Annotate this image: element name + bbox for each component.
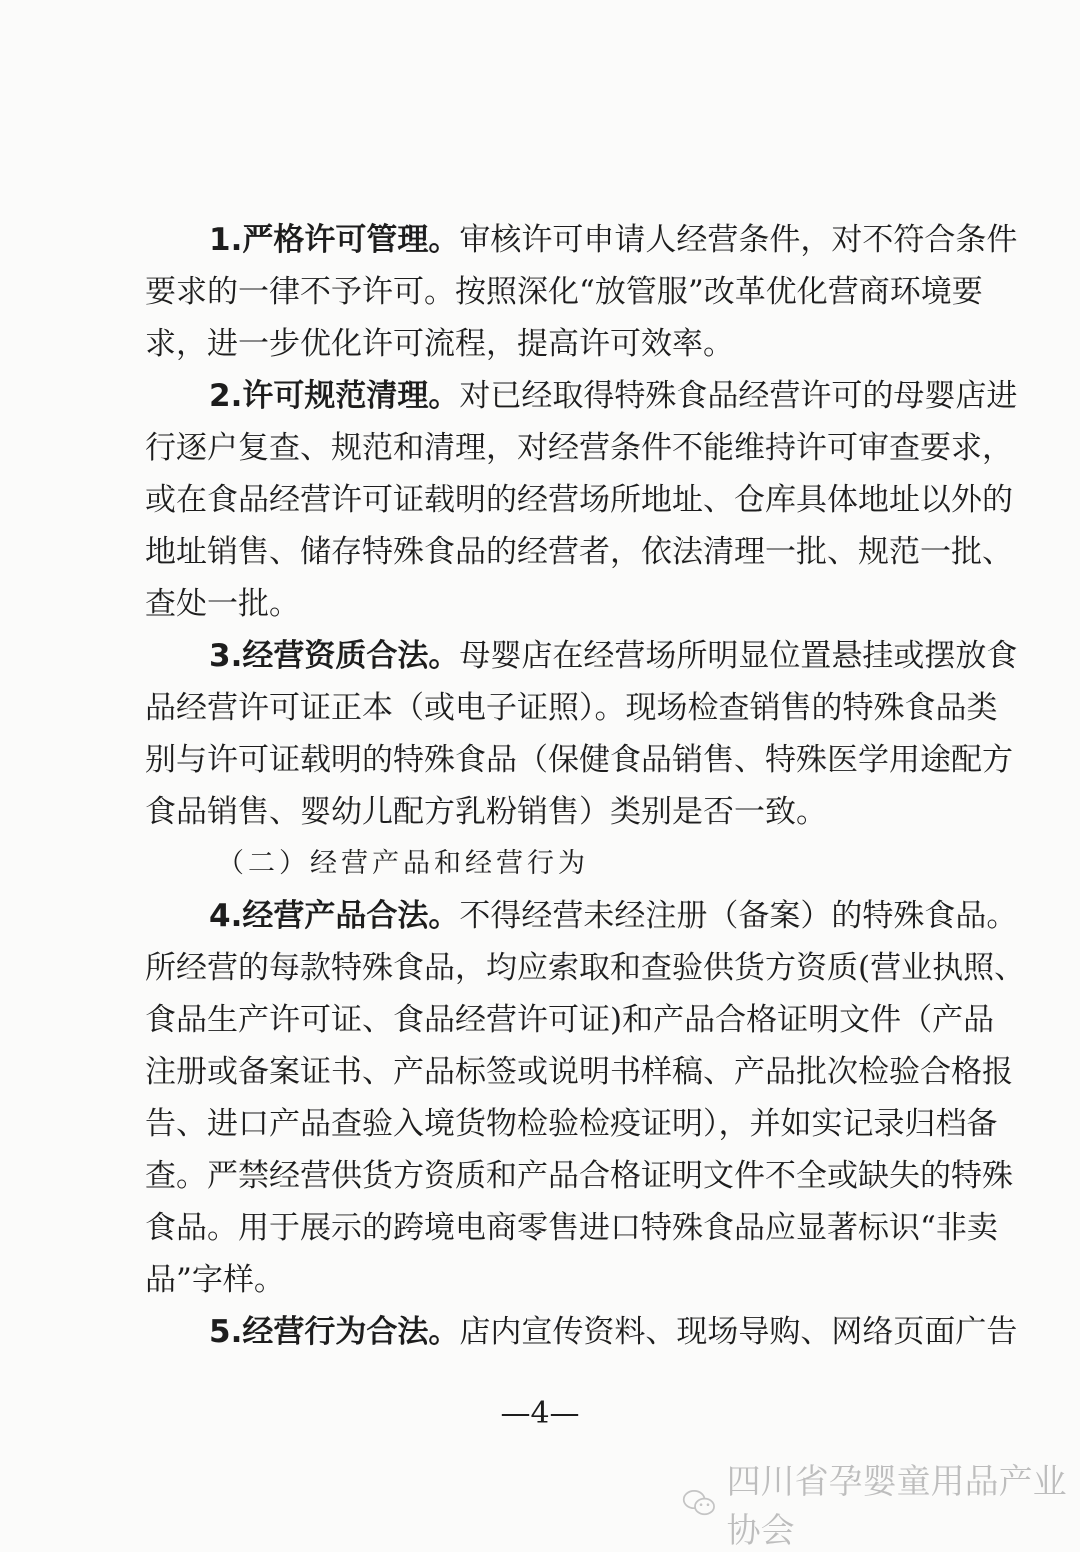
paragraph-line: [145, 786, 945, 838]
page-number: —4—: [500, 1396, 580, 1431]
wechat-icon: [682, 1486, 717, 1520]
paragraph-line: [145, 1150, 1013, 1202]
line-text: 不得经营未经注册（备案）的特殊食品。: [459, 898, 1018, 934]
paragraph-line: [145, 630, 1018, 682]
paragraph-line: [145, 890, 1018, 942]
line-text: 食品生产许可证、食品经营许可证)和产品合格证明文件（产品: [145, 1002, 995, 1038]
line-text: 品”字样。: [145, 1262, 285, 1298]
paragraph-line: [145, 474, 1013, 526]
line-text: 注册或备案证书、产品标签或说明书样稿、产品批次检验合格报: [145, 1054, 1013, 1090]
line-text: 食品销售、婴幼儿配方乳粉销售）类别是否一致。: [145, 794, 827, 830]
paragraph-line: [145, 214, 1018, 266]
line-text: 查。严禁经营供货方资质和产品合格证明文件不全或缺失的特殊: [145, 1158, 1013, 1194]
paragraph-line: [145, 578, 945, 630]
item-title: 5.经营行为合法。: [209, 1314, 460, 1350]
paragraph-line: [145, 1254, 945, 1306]
line-text: 要求的一律不予许可。按照深化“放管服”改革优化营商环境要: [145, 274, 983, 310]
paragraph-line: [145, 682, 998, 734]
line-text: 对已经取得特殊食品经营许可的母婴店进: [459, 378, 1018, 414]
paragraph-line: [145, 1046, 1013, 1098]
paragraph-line: [145, 1306, 1018, 1358]
line-text: 店内宣传资料、现场导购、网络页面广告: [459, 1314, 1018, 1350]
line-text: 审核许可申请人经营条件，对不符合条件: [459, 222, 1018, 258]
paragraph-line: [145, 734, 1013, 786]
item-title: 1.严格许可管理。: [209, 222, 460, 258]
paragraph-line: [145, 1202, 998, 1254]
paragraph-line: [145, 994, 995, 1046]
paragraph-line: [145, 266, 983, 318]
line-text: 别与许可证载明的特殊食品（保健食品销售、特殊医学用途配方: [145, 742, 1013, 778]
item-title: 4.经营产品合法。: [209, 898, 460, 934]
paragraph-line: [145, 526, 1013, 578]
item-title: 3.经营资质合法。: [209, 638, 460, 674]
line-text: 母婴店在经营场所明显位置悬挂或摆放食: [459, 638, 1018, 674]
section-heading: （二）经营产品和经营行为: [217, 848, 589, 879]
paragraph-line: [145, 370, 1018, 422]
line-text: 告、进口产品查验入境货物检验检疫证明），并如实记录归档备: [145, 1106, 998, 1142]
line-text: 行逐户复查、规范和清理，对经营条件不能维持许可审查要求，: [145, 430, 1013, 466]
line-text: 查处一批。: [145, 586, 300, 622]
paragraph-line: [145, 318, 945, 370]
line-text: 品经营许可证正本（或电子证照）。现场检查销售的特殊食品类: [145, 690, 998, 726]
line-text: 食品。用于展示的跨境电商零售进口特殊食品应显著标识“非卖: [145, 1210, 998, 1246]
watermark-text: 四川省孕婴童用品产业协会: [726, 1462, 1067, 1551]
paragraph-line: [145, 1098, 998, 1150]
line-text: 或在食品经营许可证载明的经营场所地址、仓库具体地址以外的: [145, 482, 1013, 518]
paragraph-line: [145, 942, 1026, 994]
line-text: 求，进一步优化许可流程，提高许可效率。: [145, 326, 734, 362]
item-title: 2.许可规范清理。: [209, 378, 460, 414]
line-text: 所经营的每款特殊食品，均应索取和查验供货方资质(营业执照、: [145, 950, 1026, 986]
watermark: [682, 1454, 1080, 1552]
document-body: [145, 214, 1026, 1358]
line-text: 地址销售、储存特殊食品的经营者，依法清理一批、规范一批、: [145, 534, 1013, 570]
paragraph-line: [145, 422, 1013, 474]
